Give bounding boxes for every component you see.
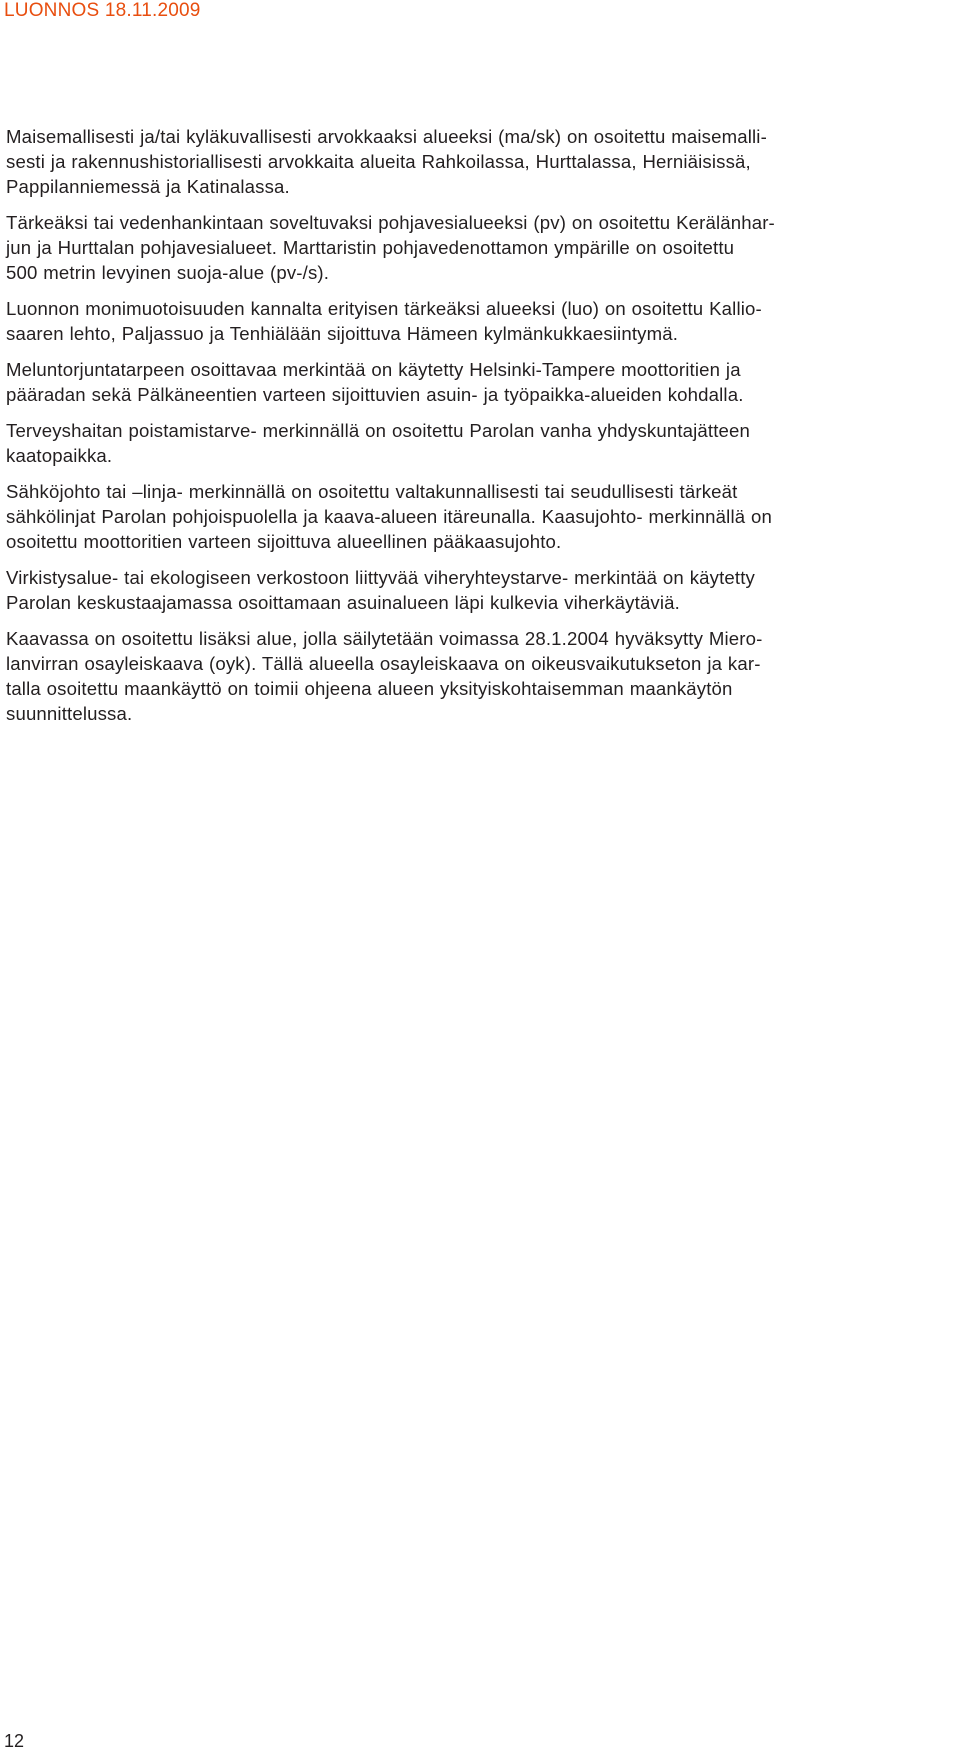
paragraph-line: Maisemallisesti ja/tai kyläkuvallisesti arvokkaaksi alueeksi (ma/sk) on osoitettu maisemalli- [6, 126, 767, 147]
paragraph-line: Tärkeäksi tai vedenhankintaan soveltuvaksi pohjavesialueeksi (pv) on osoitettu Kerälänhar- [6, 212, 775, 233]
paragraph-power-gas-lines [6, 479, 952, 554]
paragraph-line: Virkistysalue- tai ekologiseen verkostoon liittyvää viheryhteystarve- merkintää on käytetty [6, 567, 755, 588]
paragraph-line: Luonnon monimuotoisuuden kannalta erityisen tärkeäksi alueeksi (luo) on osoitettu Kallio- [6, 298, 762, 319]
paragraph-line: sähkölinjat Parolan pohjoispuolella ja kaava-alueen itäreunalla. Kaasujohto- merkinnällä on [6, 506, 773, 527]
paragraph-line: osoitettu moottoritien varteen sijoittuva alueellinen pääkaasujohto. [6, 531, 562, 552]
draft-date-label: LUONNOS 18.11.2009 [4, 0, 201, 21]
paragraph-line: Kaavassa on osoitettu lisäksi alue, jolla säilytetään voimassa 28.1.2004 hyväksytty Miero- [6, 628, 763, 649]
paragraph-line: Parolan keskustaajamassa osoittamaan asuinalueen läpi kulkevia viherkäytäviä. [6, 592, 680, 613]
paragraph-groundwater-areas [6, 210, 952, 285]
paragraph-line: Sähköjohto tai –linja- merkinnällä on osoitettu valtakunnallisesti tai seudullisesti tärkeät [6, 481, 738, 502]
paragraph-line: Pappilanniemessä ja Katinalassa. [6, 176, 290, 197]
paragraph-line: lanvirran osayleiskaava (oyk). Tällä alueella osayleiskaava on oikeusvaikutukseton ja kar- [6, 653, 761, 674]
paragraph-green-corridors [6, 565, 952, 615]
paragraph-line: jun ja Hurttalan pohjavesialueet. Marttaristin pohjavedenottamon ympärille on osoitettu [6, 237, 735, 258]
paragraph-line: pääradan sekä Pälkäneentien varteen sijoittuvien asuin- ja työpaikka-alueiden kohdalla. [6, 384, 744, 405]
paragraph-line: kaatopaikka. [6, 445, 113, 466]
paragraph-biodiversity-areas [6, 296, 952, 346]
paragraph-line: Meluntorjuntatarpeen osoittavaa merkintää on käytetty Helsinki-Tampere moottoritien ja [6, 359, 741, 380]
paragraph-noise-protection [6, 357, 952, 407]
document-body [6, 124, 952, 737]
paragraph-line: sesti ja rakennushistoriallisesti arvokkaita alueita Rahkoilassa, Hurttalassa, Herniäisissä, [6, 151, 751, 172]
paragraph-partial-master-plan [6, 626, 952, 726]
page-number: 12 [4, 1731, 25, 1751]
paragraph-line: Terveyshaitan poistamistarve- merkinnällä on osoitettu Parolan vanha yhdyskuntajätteen [6, 420, 751, 441]
paragraph-health-hazard [6, 418, 952, 468]
paragraph-line: talla osoitettu maankäyttö on toimii ohjeena alueen yksityiskohtaisemman maankäytön [6, 678, 733, 699]
paragraph-line: saaren lehto, Paljassuo ja Tenhiälään sijoittuva Hämeen kylmänkukkaesiintymä. [6, 323, 679, 344]
paragraph-line: 500 metrin levyinen suoja-alue (pv-/s). [6, 262, 330, 283]
paragraph-landscape-areas [6, 124, 952, 199]
paragraph-line: suunnittelussa. [6, 703, 133, 724]
